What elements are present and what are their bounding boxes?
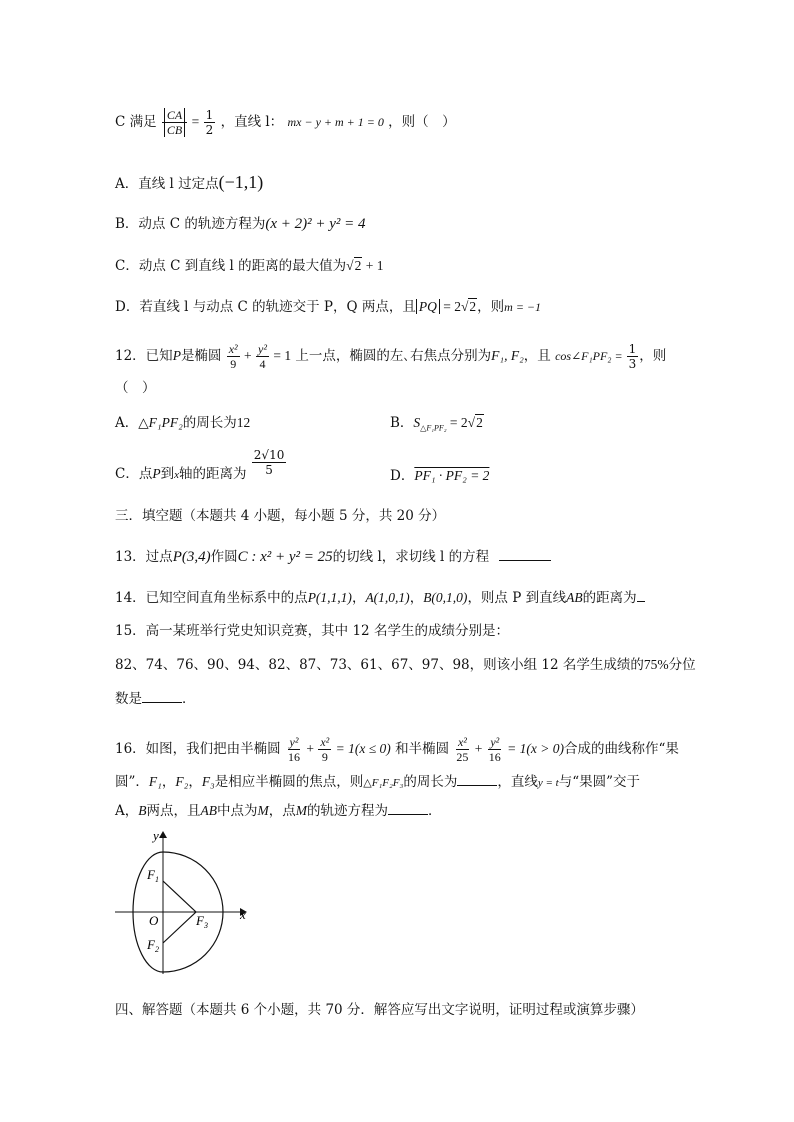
q11-option-d: D．若直线 l 与动点 C 的轨迹交于 P，Q 两点，且 PQ = 2√2，则m = −1	[115, 299, 542, 315]
q12-stem: 12．已知P是椭圆 $\frac{\text{x²}}{9}$ + $\frac{\text{y²}}{4}$ = 1 上一点，椭圆的左､右焦点分别为F₁, F₂，且 cos∠F₁PF₂ = $\frac{1}{3}$ ，则	[115, 342, 667, 371]
q15-line1: 15．高一某班举行党史知识竞赛，其中 12 名学生的成绩分别是：	[115, 623, 509, 639]
q12-option-a: A．△F₁PF₂的周长为12	[115, 415, 251, 431]
q14: 14．已知空间直角坐标系中的点P(1,1,1)，A(1,0,1)，B(0,1,0)，则点 P 到直线AB的距离为	[115, 587, 645, 608]
q11-option-a: A．直线 l 过定点(−1,1)	[115, 172, 264, 192]
q16-line1: 16．如图，我们把由半椭圆 $\frac{\text{y²}}{16}$ + $\frac{\text{x²}}{9}$ = 1(x ≤ 0) 和半椭圆 $\frac{\text{x²}}{25}$ + $\frac{\text{y²}}{16}$ = 1(x > 0)合成的曲线称作“果	[115, 735, 679, 764]
y-axis-label: y	[153, 828, 159, 843]
q15-line2: 82、74、76、90、94、82、87、73、61、67、97、98，则该小组 12 名学生成绩的75%分位	[115, 657, 696, 673]
q16-answer-blank-2[interactable]	[388, 800, 428, 815]
f3-label: $F_3$	[196, 913, 208, 930]
q11-option-c: C．动点 C 到直线 l 的距离的最大值为√2 + 1	[115, 258, 384, 274]
q15-answer-blank[interactable]	[142, 688, 182, 703]
origin-label: O	[149, 913, 159, 928]
q13-answer-blank[interactable]	[499, 546, 551, 561]
q12-option-b: B．$S_{\triangle F_1PF_2} = 2√2$	[390, 415, 483, 433]
q11-stem: C 满足 $\frac{CA}{CB}$ = $\frac{1}{2}$ ，直线 l： mx − y + m + 1 = 0 ，则（ ）	[115, 108, 456, 137]
fruit-circle-figure	[110, 826, 260, 978]
f1-label: $F_1$	[147, 867, 159, 884]
q16-line3: A，B两点，且AB中点为M，点M的轨迹方程为 ．	[115, 800, 442, 821]
x-axis-label: x	[240, 907, 246, 922]
q12-paren: （ ）	[115, 380, 156, 396]
ratio-fraction: $\frac{CA}{CB}$	[162, 108, 187, 137]
section4-title: 四、解答题（本题共 6 个小题，共 70 分．解答应写出文字说明，证明过程或演算步骤）	[115, 1002, 644, 1018]
q14-answer-blank[interactable]	[637, 587, 645, 602]
q12-option-c: C．点P到x轴的距离为 $\frac{2√10}{5}$	[115, 448, 285, 482]
q16-answer-blank-1[interactable]	[457, 771, 497, 786]
q11-option-b: B．动点 C 的轨迹方程为(x + 2)² + y² = 4	[115, 216, 366, 232]
q13: 13．过点P(3,4)作圆C : x² + y² = 25的切线 l，求切线 l 的方程	[115, 546, 551, 567]
q16-line2: 圆”．F₁，F₂，F₃是相应半椭圆的焦点，则△F₁F₂F₃的周长为 ，直线y = t与“果圆”交于	[115, 771, 640, 793]
q12-option-d: D．PF₁ · PF₂ = 2	[390, 468, 490, 484]
section3-title: 三．填空题（本题共 4 小题，每小题 5 分，共 20 分）	[115, 508, 446, 524]
f2-label: $F_2$	[147, 937, 159, 954]
q15-line3: 数是 ．	[115, 688, 196, 709]
